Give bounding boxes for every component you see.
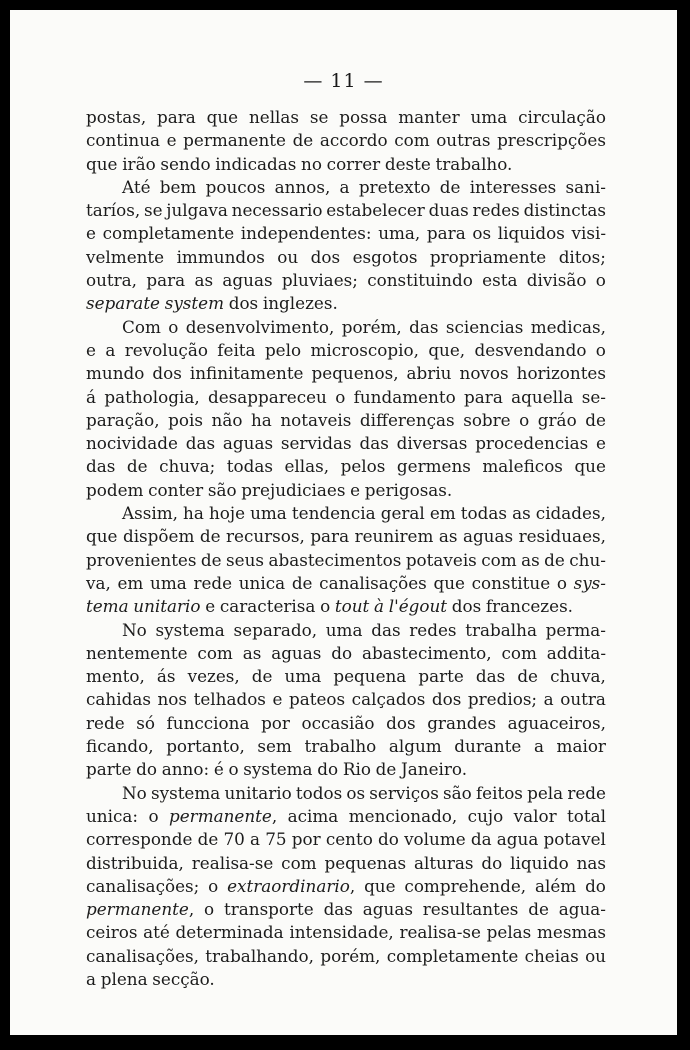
text-line: a plena secção. <box>86 968 215 989</box>
text-line: separate system dos inglezes. <box>86 293 338 314</box>
text-line: postas, para que nellas se possa manter uma circulação <box>86 107 606 127</box>
text-line: unica: o permanente, acima mencionado, cujo valor total <box>86 805 606 826</box>
text-line: continua e permanente de accordo com outras prescripções <box>86 130 606 151</box>
text-line: parte do anno: é o systema do Rio de Janeiro. <box>86 759 468 780</box>
text-line: taríos, se julgava necessario estabelecer duas redes distinctas <box>86 200 606 221</box>
text-line: paração, pois não ha notaveis differenças sobre o gráo de <box>86 409 606 430</box>
text-line: cahidas nos telhados e pateos calçados dos predios; a outra <box>86 689 606 710</box>
text-line: permanente, o transporte das aguas resultantes de agua- <box>86 899 606 920</box>
text-line: Com o desenvolvimento, porém, das sciencias medicas, <box>122 316 606 337</box>
text-line: podem conter são prejudiciaes e perigosas. <box>86 479 453 500</box>
text-line: provenientes de seus abastecimentos potaveis com as de chu- <box>86 549 606 570</box>
text-line: velmente immundos ou dos esgotos propriamente ditos; <box>86 246 606 267</box>
text-line: outra, para as aguas pluviaes; constituindo esta divisão o <box>86 270 606 291</box>
text-line: mento, ás vezes, de uma pequena parte das de chuva, <box>86 666 606 687</box>
text-line: nentemente com as aguas do abastecimento, com addita- <box>86 642 606 663</box>
text-line: corresponde de 70 a 75 por cento do volume da agua potavel <box>86 829 606 850</box>
text-line: das de chuva; todas ellas, pelos germens maleficos que <box>86 456 606 477</box>
text-line: que dispõem de recursos, para reunirem as aguas residuaes, <box>86 526 606 547</box>
text-line: Até bem poucos annos, a pretexto de interesses sani- <box>122 176 606 197</box>
text-line: ficando, portanto, sem trabalho algum durante a maior <box>86 736 606 757</box>
text-line: No systema unitario todos os serviços são feitos pela rede <box>122 782 606 803</box>
text-line: mundo dos infinitamente pequenos, abriu novos horizontes <box>86 363 606 384</box>
text-line: á pathologia, desappareceu o fundamento para aquella se- <box>86 386 606 407</box>
text-line: va, em uma rede unica de canalisações que constitue o sys- <box>86 572 606 593</box>
book-page <box>10 10 677 1035</box>
text-line: rede só funcciona por occasião dos grandes aguaceiros, <box>86 712 606 733</box>
text-line: tema unitario e caracterisa o tout à l'égout dos francezes. <box>86 596 574 617</box>
text-line: canalisações, trabalhando, porém, completamente cheias ou <box>86 945 606 966</box>
page-number: — 11 — <box>303 70 384 92</box>
text-line: No systema separado, uma das redes trabalha perma- <box>122 619 606 640</box>
text-line: que irão sendo indicadas no correr deste trabalho. <box>86 153 513 174</box>
text-line: e a revolução feita pelo microscopio, que, desvendando o <box>86 339 606 360</box>
text-line: distribuida, realisa-se com pequenas alturas do liquido nas <box>86 852 606 873</box>
text-line: e completamente independentes: uma, para os liquidos visi- <box>86 223 606 244</box>
text-line: canalisações; o extraordinario, que comprehende, além do <box>86 875 606 896</box>
body-text <box>86 106 606 991</box>
text-line: Assim, ha hoje uma tendencia geral em todas as cidades, <box>122 503 606 524</box>
text-line: nocividade das aguas servidas das diversas procedencias e <box>86 433 606 454</box>
text-line: ceiros até determinada intensidade, realisa-se pelas mesmas <box>86 922 606 943</box>
